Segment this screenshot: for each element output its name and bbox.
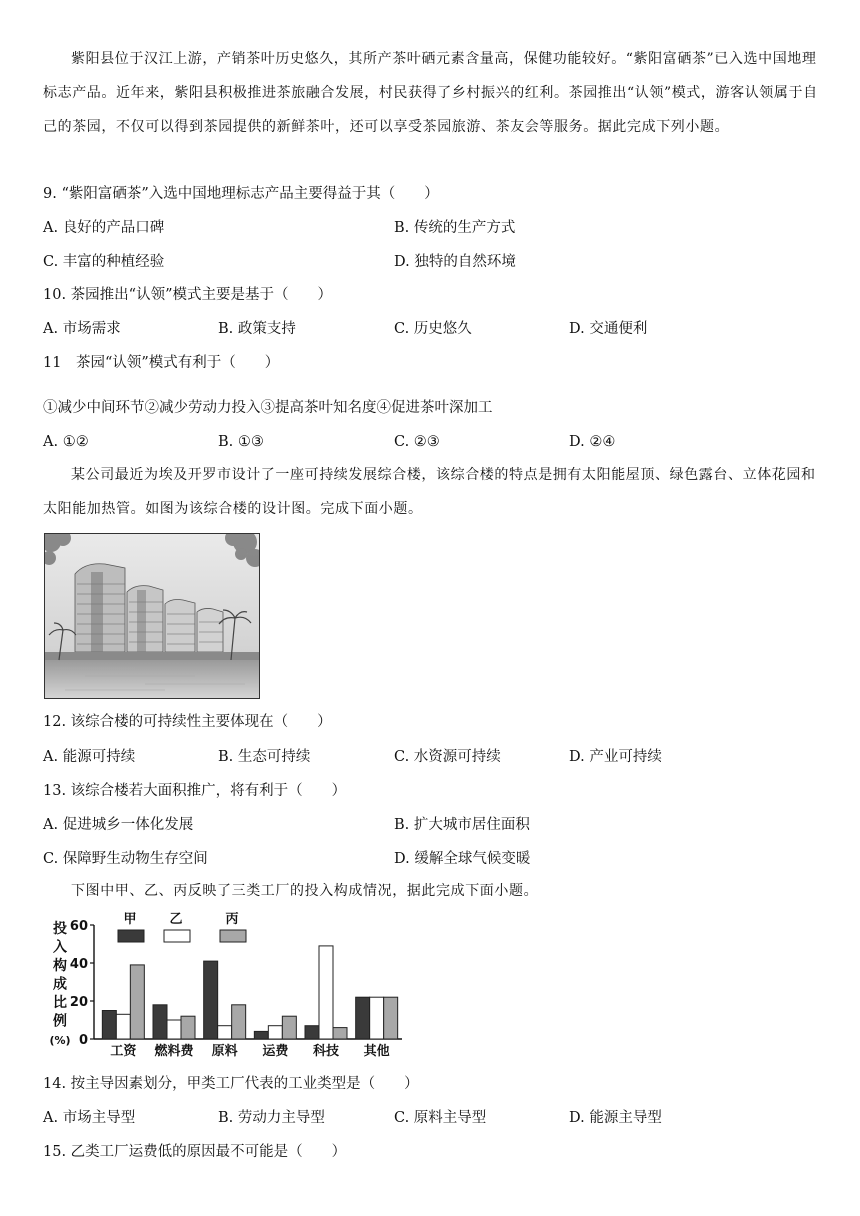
y-axis-label-char: 成	[53, 976, 67, 993]
bar-甲	[305, 1026, 319, 1039]
y-axis-label-char: (%)	[49, 1034, 71, 1047]
question-14-option-a[interactable]: A. 市场主导型	[43, 1110, 136, 1126]
question-12-option-d[interactable]: D. 产业可持续	[569, 749, 662, 765]
bar-丙	[282, 1016, 296, 1039]
bar-甲	[204, 961, 218, 1039]
question-10-option-a[interactable]: A. 市场需求	[43, 321, 121, 337]
question-14-option-b[interactable]: B. 劳动力主导型	[218, 1110, 325, 1126]
question-13-option-c[interactable]: C. 保障野生动物生存空间	[43, 851, 208, 867]
factory-input-bar-chart	[46, 912, 416, 1062]
question-12-option-c[interactable]: C. 水资源可持续	[394, 749, 501, 765]
bar-甲	[254, 1031, 268, 1039]
question-11-option-b[interactable]: B. ①③	[218, 434, 264, 450]
legend-label: 甲	[123, 912, 137, 927]
question-12-stem: 12. 该综合楼的可持续性主要体现在（ ）	[43, 714, 332, 730]
question-13-stem: 13. 该综合楼若大面积推广，将有利于（ ）	[43, 783, 347, 799]
question-12-option-b[interactable]: B. 生态可持续	[218, 749, 311, 765]
question-15-stem: 15. 乙类工厂运费低的原因最不可能是（ ）	[43, 1144, 347, 1160]
y-axis-label-char: 构	[53, 958, 67, 974]
question-10-option-c[interactable]: C. 历史悠久	[394, 321, 472, 337]
y-tick-label: 0	[78, 1033, 88, 1048]
question-11-items: ①减少中间环节②减少劳动力投入③提高茶叶知名度④促进茶叶深加工	[43, 400, 493, 416]
question-14-stem: 14. 按主导因素划分，甲类工厂代表的工业类型是（ ）	[43, 1076, 419, 1092]
question-14-option-d[interactable]: D. 能源主导型	[569, 1110, 662, 1126]
x-tick-label: 燃料费	[154, 1044, 194, 1059]
building-design-image	[44, 533, 260, 699]
question-10-option-d[interactable]: D. 交通便利	[569, 321, 648, 337]
y-tick-label: 60	[69, 919, 88, 934]
bar-丙	[181, 1016, 195, 1039]
bar-乙	[167, 1020, 181, 1039]
legend-label: 乙	[169, 912, 183, 927]
y-tick-label: 40	[69, 957, 88, 972]
bar-丙	[384, 997, 398, 1039]
y-axis-label-char: 入	[53, 939, 67, 956]
bar-甲	[153, 1005, 167, 1039]
bar-乙	[218, 1026, 232, 1039]
question-12-option-a[interactable]: A. 能源可持续	[43, 749, 136, 765]
question-13-option-d[interactable]: D. 缓解全球气候变暖	[394, 851, 531, 867]
legend-swatch	[164, 930, 190, 942]
y-axis-label-char: 例	[53, 1013, 67, 1030]
x-tick-label: 其他	[363, 1044, 390, 1059]
legend-label: 丙	[225, 912, 239, 927]
question-11-option-a[interactable]: A. ①②	[43, 434, 89, 450]
legend-swatch	[220, 930, 246, 942]
question-9-option-a[interactable]: A. 良好的产品口碑	[43, 220, 165, 236]
bar-乙	[116, 1014, 130, 1039]
bar-乙	[370, 997, 384, 1039]
question-9-stem: 9. “紫阳富硒茶”入选中国地理标志产品主要得益于其（ ）	[43, 186, 439, 202]
question-11-option-c[interactable]: C. ②③	[394, 434, 440, 450]
x-tick-label: 工资	[110, 1044, 137, 1059]
question-13-option-a[interactable]: A. 促进城乡一体化发展	[43, 817, 194, 833]
question-10-option-b[interactable]: B. 政策支持	[218, 321, 296, 337]
bar-丙	[232, 1005, 246, 1039]
question-9-option-b[interactable]: B. 传统的生产方式	[394, 220, 516, 236]
question-14-option-c[interactable]: C. 原料主导型	[394, 1110, 487, 1126]
x-tick-label: 原料	[211, 1044, 238, 1059]
bar-丙	[130, 965, 144, 1039]
bar-甲	[356, 997, 370, 1039]
passage-factories: 下图中甲、乙、丙反映了三类工厂的投入构成情况，据此完成下面小题。	[71, 883, 539, 899]
y-axis-label-char: 投	[53, 921, 67, 937]
passage-tea: 紫阳县位于汉江上游，产销茶叶历史悠久，其所产茶叶硒元素含量高，保健功能较好。“紫阳富硒茶”已入选中国地理标志产品。近年来，紫阳县积极推进茶旅融合发展，村民获得了乡村振兴的红利。茶园推出“认领”模式，游客认领属于自己的茶园，不仅可以得到茶园提供的新鲜茶叶，还可以享受茶园旅游、茶友会等服务。据此完成下列小题。	[43, 51, 818, 135]
question-11-option-d[interactable]: D. ②④	[569, 434, 616, 450]
x-tick-label: 运费	[262, 1044, 289, 1059]
y-tick-label: 20	[69, 995, 88, 1010]
question-13-option-b[interactable]: B. 扩大城市居住面积	[394, 817, 530, 833]
bar-乙	[268, 1026, 282, 1039]
question-9-option-c[interactable]: C. 丰富的种植经验	[43, 254, 165, 270]
question-9-option-d[interactable]: D. 独特的自然环境	[394, 254, 516, 270]
bar-甲	[102, 1011, 116, 1040]
bar-丙	[333, 1028, 347, 1039]
legend-swatch	[118, 930, 144, 942]
y-axis-label-char: 比	[53, 995, 67, 1011]
question-10-stem: 10. 茶园推出“认领”模式主要是基于（ ）	[43, 287, 332, 303]
bar-乙	[319, 946, 333, 1039]
question-11-stem: 11 茶园“认领”模式有利于（ ）	[43, 355, 280, 371]
passage-building: 某公司最近为埃及开罗市设计了一座可持续发展综合楼，该综合楼的特点是拥有太阳能屋顶、绿色露台、立体花园和太阳能加热管。如图为该综合楼的设计图。完成下面小题。	[43, 467, 816, 517]
x-tick-label: 科技	[312, 1044, 340, 1059]
